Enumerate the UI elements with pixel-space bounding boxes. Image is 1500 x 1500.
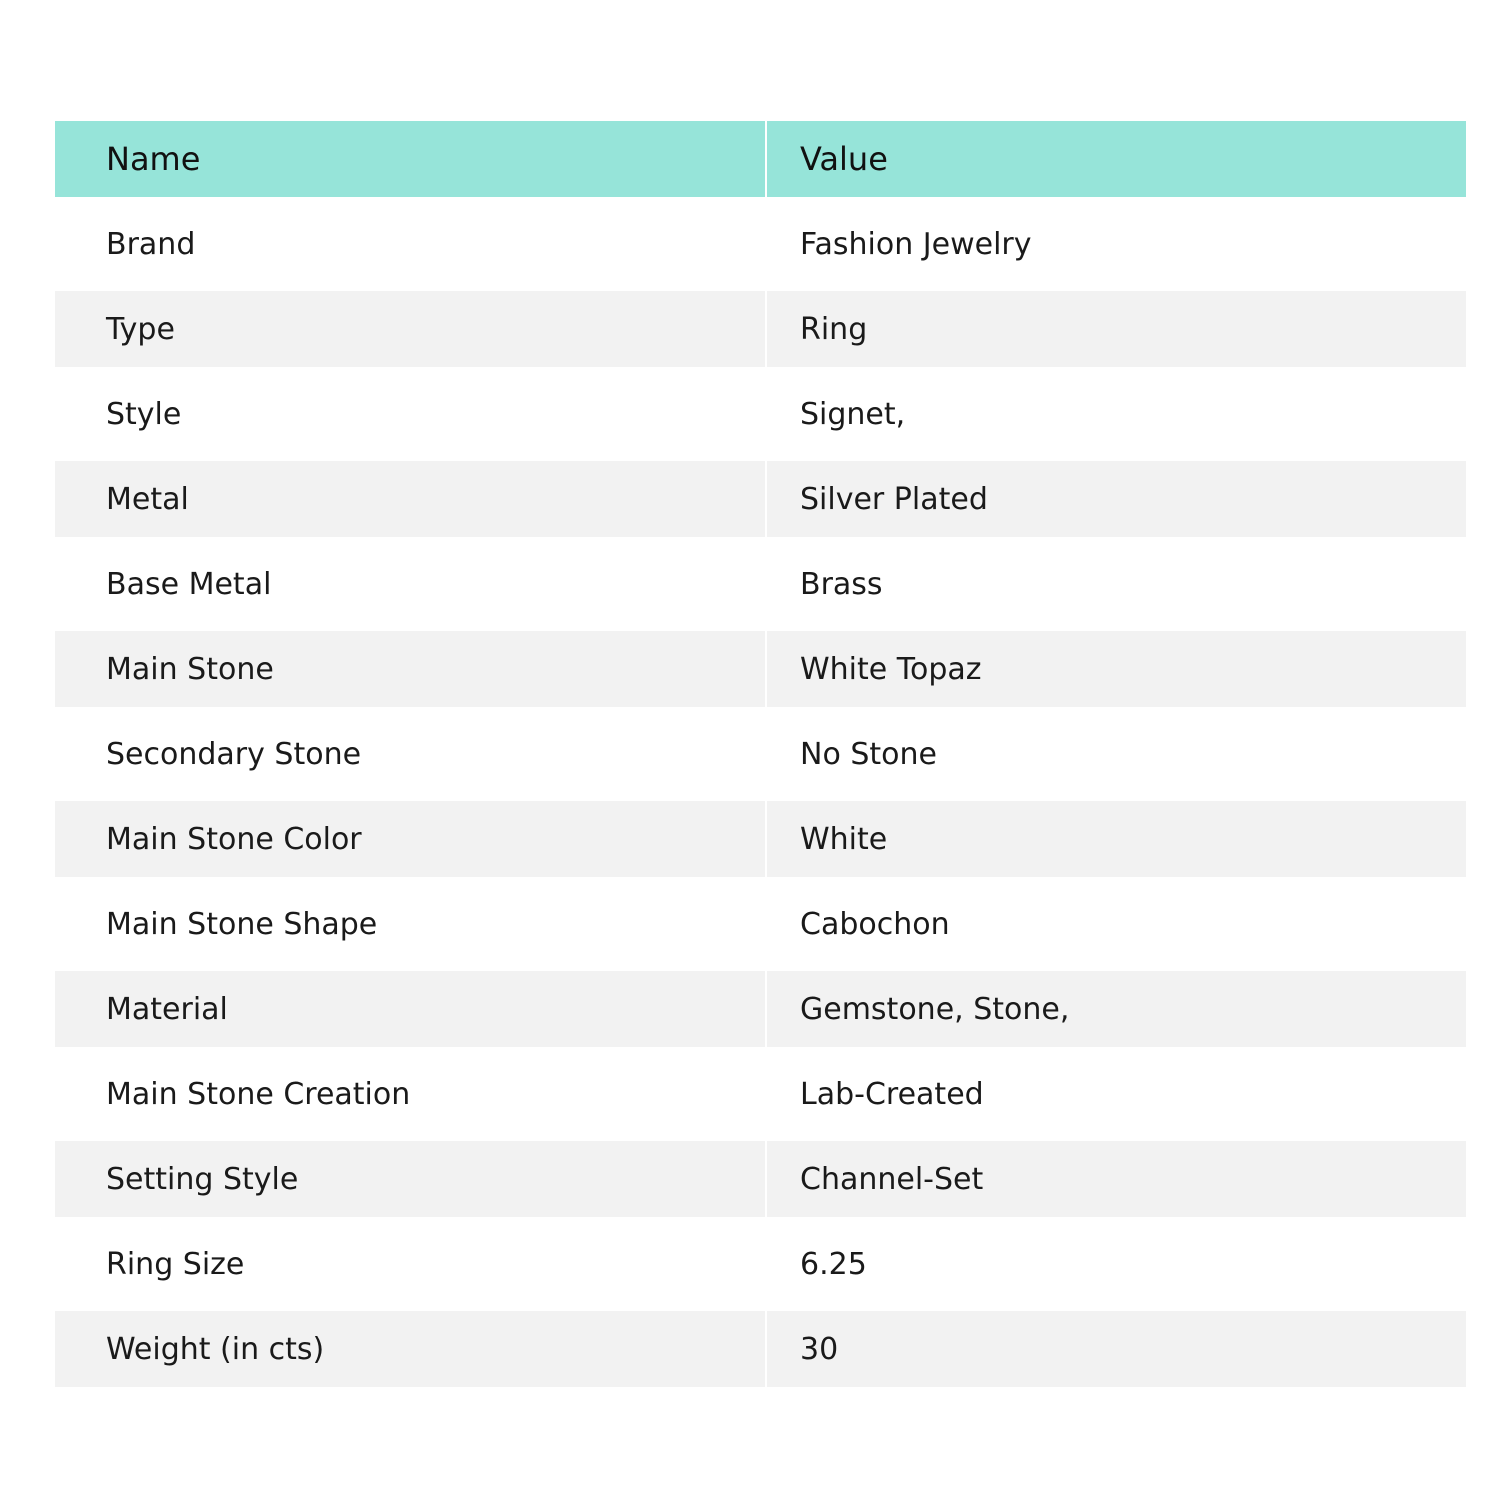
- row-name: Main Stone Shape: [106, 906, 378, 942]
- row-value: No Stone: [766, 707, 1466, 801]
- row-name: Main Stone Creation: [106, 1076, 411, 1112]
- table-row: [55, 197, 1466, 291]
- table-row: [55, 367, 1466, 461]
- row-value: Lab-Created: [766, 1047, 1466, 1141]
- header-name: Name: [106, 140, 201, 178]
- row-value: Cabochon: [766, 877, 1466, 971]
- row-name: Ring Size: [106, 1246, 245, 1282]
- table-row: [55, 291, 1466, 367]
- row-name: Setting Style: [106, 1161, 299, 1197]
- table-header: [55, 121, 1466, 197]
- row-value: 30: [766, 1311, 1466, 1387]
- row-name: Base Metal: [106, 566, 272, 602]
- row-value: Fashion Jewelry: [766, 197, 1466, 291]
- row-value: Channel-Set: [766, 1141, 1466, 1217]
- table-row: [55, 1141, 1466, 1217]
- table-row: [55, 877, 1466, 971]
- table-row: [55, 1311, 1466, 1387]
- table-row: [55, 537, 1466, 631]
- row-name: Type: [106, 311, 175, 347]
- table-body: [55, 197, 1466, 1387]
- row-value: White Topaz: [766, 631, 1466, 707]
- row-value: Brass: [766, 537, 1466, 631]
- header-row: [55, 121, 1466, 197]
- table-row: [55, 971, 1466, 1047]
- row-name: Metal: [106, 481, 189, 517]
- row-name: Main Stone Color: [106, 821, 362, 857]
- row-value: Signet,: [766, 367, 1466, 461]
- table-row: [55, 461, 1466, 537]
- row-name: Style: [106, 396, 182, 432]
- row-name: Secondary Stone: [106, 736, 362, 772]
- row-value: Silver Plated: [766, 461, 1466, 537]
- table-row: [55, 707, 1466, 801]
- table-row: [55, 1217, 1466, 1311]
- table-row: [55, 1047, 1466, 1141]
- table-row: [55, 631, 1466, 707]
- row-value: Ring: [766, 291, 1466, 367]
- specifications-table: [55, 121, 1466, 1387]
- row-name: Weight (in cts): [106, 1331, 325, 1367]
- row-value: Gemstone, Stone,: [766, 971, 1466, 1047]
- row-value: White: [766, 801, 1466, 877]
- row-name: Brand: [106, 226, 196, 262]
- row-value: 6.25: [766, 1217, 1466, 1311]
- row-name: Material: [106, 991, 228, 1027]
- header-value: Value: [766, 121, 1466, 197]
- row-name: Main Stone: [106, 651, 274, 687]
- table-row: [55, 801, 1466, 877]
